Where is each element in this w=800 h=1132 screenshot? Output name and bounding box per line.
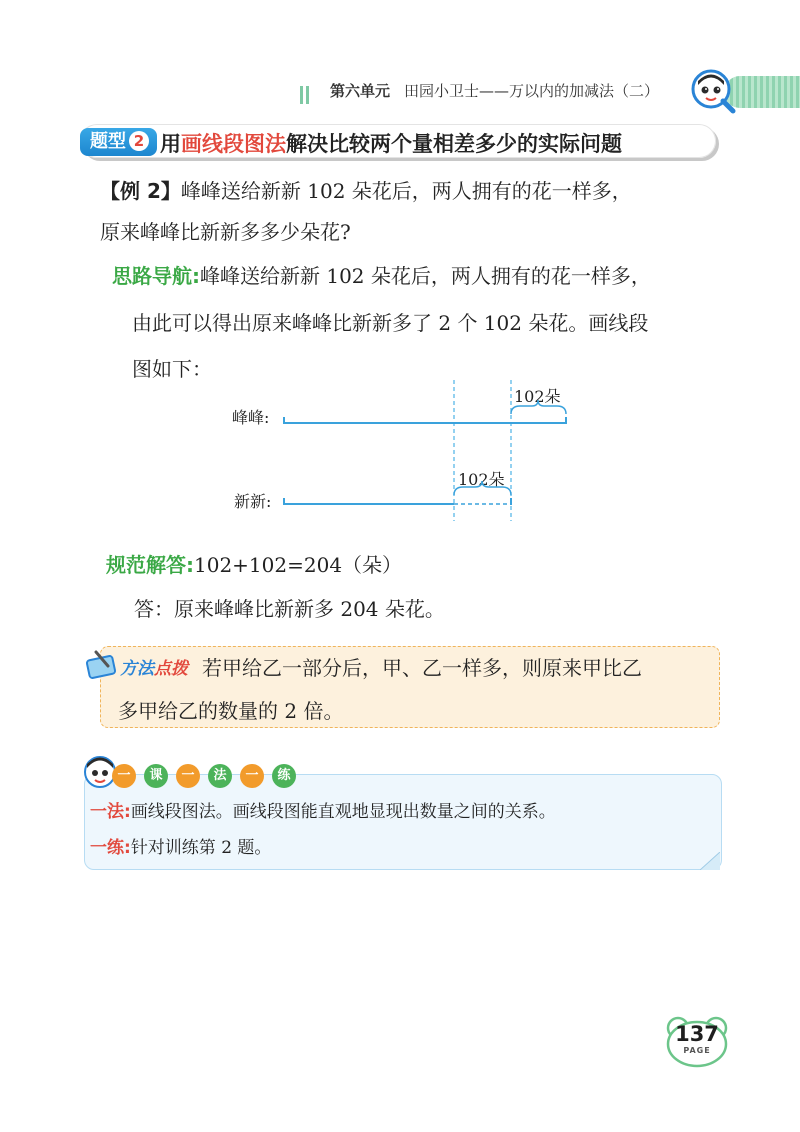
- hint-text-1: 峰峰送给新新 102 朵花后，两人拥有的花一样多，: [200, 264, 651, 288]
- pill-1: 一: [112, 764, 136, 788]
- lesson-practice-text: 针对训练第 2 题。: [130, 838, 272, 858]
- header-unit: 第六单元: [330, 82, 391, 100]
- hint-label: 思路导航:: [112, 264, 200, 288]
- tip-line-1: 若甲给乙一部分后，甲、乙一样多，则原来甲比乙: [202, 656, 642, 680]
- solution-answer: 答：原来峰峰比新新多 204 朵花。: [134, 597, 445, 621]
- tablet-pen-icon: [82, 648, 122, 680]
- example-text-1: 峰峰送给新新 102 朵花后，两人拥有的花一样多，: [180, 179, 632, 203]
- page-number: 137: [675, 1022, 719, 1046]
- question-type-tag-label: 题型: [90, 131, 126, 152]
- pill-2: 课: [144, 764, 168, 788]
- tip-line-2: 多甲给乙的数量的 2 倍。: [118, 699, 344, 723]
- example-label: 【例 2】: [100, 179, 181, 203]
- solution-equation: 102+102=204（朵）: [194, 553, 403, 577]
- solution-line: [106, 552, 402, 578]
- hint-line-2: 由此可以得出原来峰峰比新新多了 2 个 102 朵花。画线段: [132, 311, 649, 335]
- lesson-practice-line: [90, 833, 271, 858]
- question-type-title: [160, 128, 622, 158]
- lesson-method-text: 画线段图法。画线段图能直观地显现出数量之间的关系。: [130, 802, 556, 822]
- header-decoration-bars: [300, 86, 316, 106]
- method-tip-badge: [120, 654, 188, 679]
- lesson-method-label: 一法:: [90, 802, 131, 822]
- question-type-tag: [80, 128, 157, 156]
- banner-title-highlight: 画线段图法: [181, 132, 286, 156]
- brace-xinxin-102: [454, 481, 511, 495]
- page-fold-corner: [700, 852, 720, 870]
- pill-4: 法: [208, 764, 232, 788]
- tip-badge-method: 方法: [120, 659, 154, 679]
- hint-line-1: [112, 263, 651, 289]
- solution-label: 规范解答:: [106, 553, 194, 577]
- tip-badge-point: 点拨: [154, 659, 188, 679]
- banner-title-suffix: 解决比较两个量相差多少的实际问题: [286, 132, 622, 156]
- line-segment-diagram: [270, 378, 590, 523]
- pill-6: 练: [272, 764, 296, 788]
- header-title: [330, 80, 659, 101]
- example-line-2: 原来峰峰比新新多多少朵花?: [100, 220, 351, 244]
- lesson-method-line: [90, 797, 556, 822]
- header-subtitle: 田园小卫士——万以内的加减法（二）: [404, 82, 660, 100]
- diagram-label-fengfeng: 峰峰:: [232, 408, 270, 427]
- pill-5: 一: [240, 764, 264, 788]
- lesson-pill-row: [112, 764, 304, 788]
- hint-line-3: 图如下：: [132, 357, 212, 381]
- diagram-brace-label-2: 102朵: [458, 470, 505, 489]
- lesson-practice-label: 一练:: [90, 838, 131, 858]
- question-type-number: 2: [129, 131, 149, 151]
- diagram-brace-label-1: 102朵: [514, 387, 561, 406]
- banner-title-prefix: 用: [160, 132, 181, 156]
- example-line-1: [100, 178, 632, 204]
- pill-3: 一: [176, 764, 200, 788]
- page-label: PAGE: [683, 1046, 711, 1055]
- diagram-label-xinxin: 新新:: [234, 492, 272, 511]
- mascot-magnifier-icon: [690, 68, 736, 114]
- brace-fengfeng-102: [511, 400, 566, 414]
